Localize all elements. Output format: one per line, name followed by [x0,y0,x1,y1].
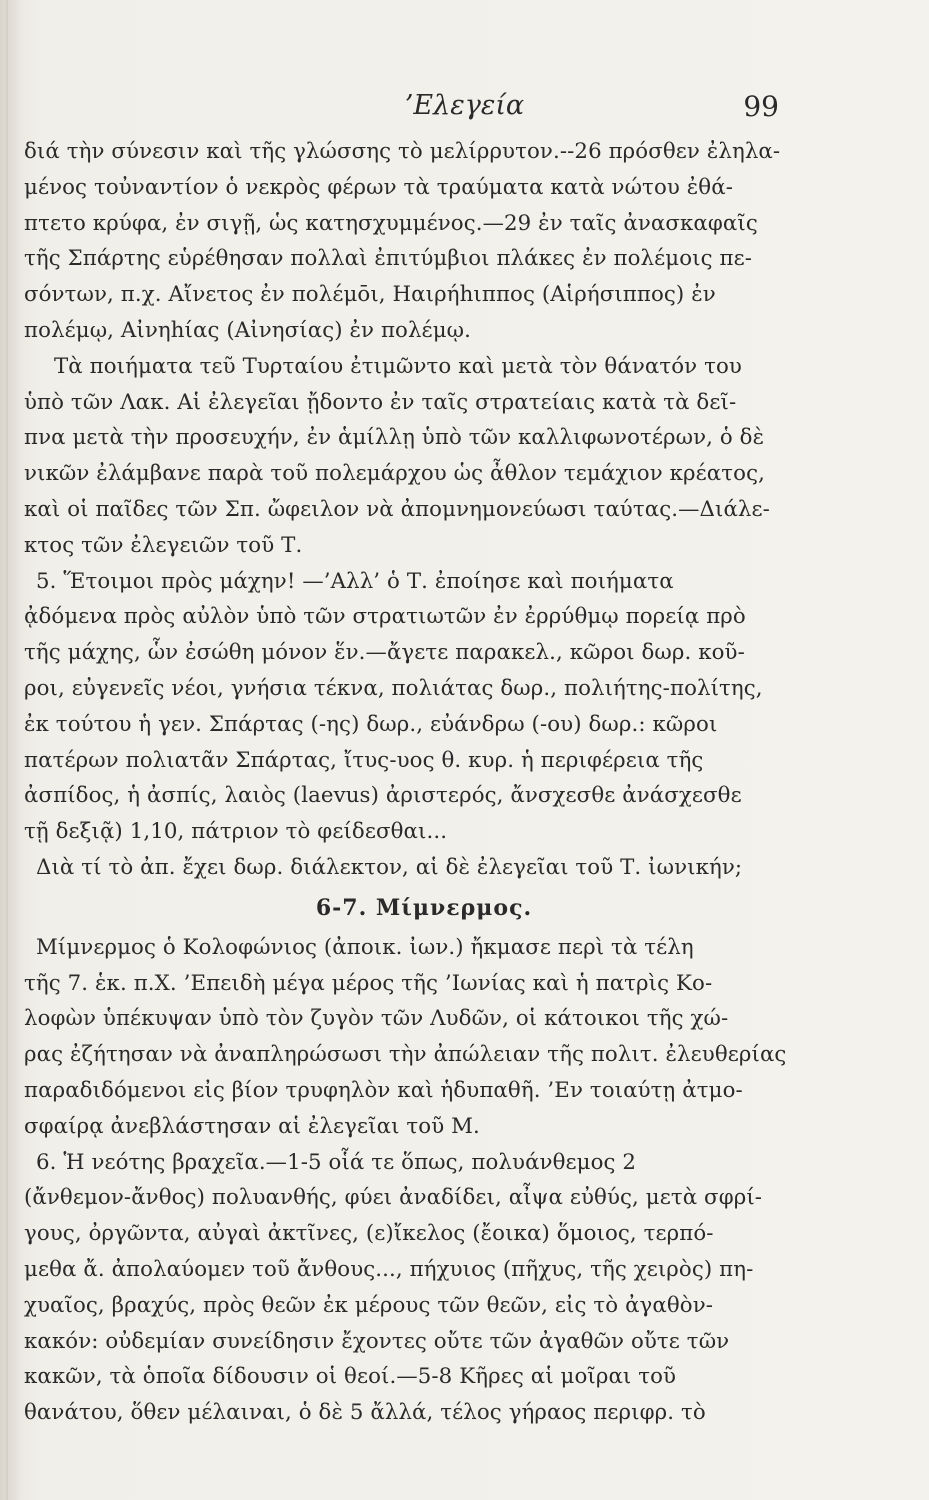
page-number: 99 [743,90,779,123]
text-line: σόντων, π.χ. Αἴνετος ἐν πολέμōι, Ηαιρήhιππος (Αἱρήσιππος) ἐν [24,282,716,308]
text-line: χυαῖος, βραχύς, πρὸς θεῶν ἐκ μέρους τῶν θεῶν, εἰς τὸ ἀγαθὸν- [24,1292,714,1318]
text-line: σφαίρᾳ ἀνεβλάστησαν αἱ ἐλεγεῖαι τοῦ Μ. [24,1113,480,1139]
text-line: πνα μετὰ τὴν προσευχήν, ἐν ἁμίλλῃ ὑπὸ τῶν καλλιφωνοτέρων, ὁ δὲ [24,425,765,451]
text-line: κακῶν, τὰ ὁποῖα δίδουσιν οἱ θεοί.—5-8 Κῆρες αἱ μοῖραι τοῦ [24,1364,677,1390]
text-line: Διὰ τί τὸ ἀπ. ἔχει δωρ. διάλεκτον, αἱ δὲ ἐλεγεῖαι τοῦ Τ. ἰωνικήν; [36,854,743,880]
text-line: 5. Ἕτοιμοι πρὸς μάχην! —’Αλλ’ ὁ Τ. ἐποίησε καὶ ποιήματα [36,568,674,594]
text-line: παραδιδόμενοι εἰς βίον τρυφηλὸν καὶ ἡδυπαθῆ. ’Εν τοιαύτῃ ἀτμο- [24,1077,743,1103]
text-line: 6. Ἡ νεότης βραχεῖα.—1-5 οἷά τε ὅπως, πολυάνθεμος 2 [36,1149,637,1175]
text-line: ᾀδόμενα πρὸς αὐλὸν ὑπὸ τῶν στρατιωτῶν ἐν ἐρρύθμῳ πορείᾳ πρὸ [24,604,746,630]
text-line: πτετο κρύφα, ἐν σιγῇ, ὡς κατησχυμμένος.—29 ἐν ταῖς ἀνασκαφαῖς [24,210,758,236]
text-line: (ἄνθεμον-ἄνθος) πολυανθής, φύει ἀναδίδει, αἶψα εὐθύς, μετὰ σφρί- [24,1185,763,1211]
text-line: μένος τοὐναντίον ὁ νεκρὸς φέρων τὰ τραύματα κατὰ νώτου ἐθά- [24,174,734,200]
text-line: μεθα ἄ. ἀπολαύομεν τοῦ ἄνθους..., πήχυιος (πῆχυς, τῆς χειρὸς) πη- [24,1256,754,1282]
text-line: τῆς 7. ἑκ. π.Χ. ’Επειδὴ μέγα μέρος τῆς ’Ιωνίας καὶ ἡ πατρὶς Κο- [24,970,713,996]
text-line: καὶ οἱ παῖδες τῶν Σπ. ὤφειλον νὰ ἀπομνημονεύωσι ταύτας.—Διάλε- [24,496,770,522]
text-line: νικῶν ἐλάμβανε παρὰ τοῦ πολεμάρχου ὡς ἆθλον τεμάχιον κρέατος, [24,461,765,487]
text-line: πολέμῳ, Αἰνηhίας (Αἰνησίας) ἐν πολέμῳ. [24,317,471,343]
text-line: κτος τῶν ἐλεγειῶν τοῦ Τ. [24,532,303,558]
page-header [0,86,929,126]
text-line: τῇ δεξιᾷ) 1,10, πάτριον τὸ φείδεσθαι... [24,819,448,845]
text-line: πατέρων πολιατᾶν Σπάρτας, ἴτυς-υος θ. κυρ. ἡ περιφέρεια τῆς [24,747,704,773]
text-line: τῆς μάχης, ὧν ἐσώθη μόνον ἕν.—ἄγετε παρακελ., κῶροι δωρ. κοῦ- [24,640,745,666]
text-line: τῆς Σπάρτης εὑρέθησαν πολλαὶ ἐπιτύμβιοι πλάκες ἐν πολέμοις πε- [24,246,752,272]
section-heading: 6-7. Μίμνερμος. [315,894,533,921]
text-line: ρας ἐζήτησαν νὰ ἀναπληρώσωσι τὴν ἀπώλειαν τῆς πολιτ. ἐλευθερίας [24,1042,787,1068]
text-line: ὑπὸ τῶν Λακ. Αἱ ἐλεγεῖαι ᾔδοντο ἐν ταῖς στρατείαις κατὰ τὰ δεῖ- [24,389,737,415]
text-line: ἐκ τούτου ἡ γεν. Σπάρτας (-ης) δωρ., εὐάνδρω (-ου) δωρ.: κῶροι [24,711,718,737]
text-line: Μίμνερμος ὁ Κολοφώνιος (ἀποικ. ἰων.) ἤκμασε περὶ τὰ τέλη [36,934,694,960]
text-line: λοφὼν ὑπέκυψαν ὑπὸ τὸν ζυγὸν τῶν Λυδῶν, οἱ κάτοικοι τῆς χώ- [24,1006,729,1032]
page-margin-shadow [0,0,22,1500]
text-line: ροι, εὐγενεῖς νέοι, γνήσια τέκνα, πολιάτας δωρ., πολιήτης-πολίτης, [24,675,763,701]
text-line: γους, ὀργῶντα, αὐγαὶ ἀκτῖνες, (ε)ἴκελος (ἔοικα) ὅμοιος, τερπό- [24,1221,714,1247]
running-title: ’Ελεγεία [404,90,525,121]
text-line: θανάτου, ὅθεν μέλαιναι, ὁ δὲ 5 ἄλλά, τέλος γήραος περιφρ. τὸ [24,1400,706,1426]
text-line: διά τὴν σύνεσιν καὶ τῆς γλώσσης τὸ μελίρρυτον.--26 πρόσθεν ἐληλα- [24,139,781,164]
text-line: κακόν: οὐδεμίαν συνείδησιν ἔχοντες οὔτε τῶν ἀγαθῶν οὔτε τῶν [24,1328,730,1354]
body-text [24,134,787,1431]
binding-edge [6,0,8,1500]
text-line: Τὰ ποιήματα τεῦ Τυρταίου ἐτιμῶντο καὶ μετὰ τὸν θάνατόν του [54,353,742,379]
text-line: ἀσπίδος, ἡ ἀσπίς, λαιὸς (laevus) ἀριστερός, ἄνσχεσθε ἀνάσχεσθε [24,783,742,809]
